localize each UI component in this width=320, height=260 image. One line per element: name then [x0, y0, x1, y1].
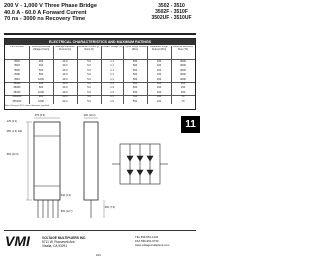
table-row-part: 3510UF [12, 99, 22, 103]
table-cell: 40.0 [62, 82, 68, 85]
table-cell: 60.0 [62, 95, 68, 99]
table-cell: 500 [132, 73, 138, 77]
svg-text:VMI: VMI [5, 233, 30, 249]
table-cell: 100 [156, 73, 162, 77]
table-cell: 1.1 [110, 60, 114, 63]
dim-lead-length: .500 (12.7) [60, 210, 73, 213]
table-cell: 1000 [38, 99, 44, 103]
table-cell: 1.3 [110, 90, 114, 94]
table-row-part: 3510F [13, 90, 21, 94]
company-address-2: Visalia, CA 93291 [42, 244, 68, 248]
table-cell: 1.1 [110, 73, 114, 77]
dim-tab: .125 (3.2) [6, 120, 18, 123]
table-cell: 1.1 [110, 64, 114, 68]
page-title [4, 3, 97, 23]
package-outline-drawing [4, 114, 182, 226]
table-cell: 5.0 [87, 64, 91, 68]
table-cell: 500 [132, 82, 138, 85]
table-cell: 5.0 [87, 60, 91, 63]
table-cell: 3000 [180, 60, 186, 63]
table-cell: 40.0 [62, 68, 68, 72]
column-header: Average Rectified Current (Io) [55, 46, 75, 51]
table-cell: 5.0 [87, 95, 91, 99]
table-cell: 600 [38, 86, 44, 90]
contact-web[interactable]: www.voltagemultipliers.com [135, 242, 170, 247]
title-line-recovery: 70 ns - 3000 ns Recovery Time [4, 16, 86, 23]
table-cell: 3000 [180, 64, 186, 68]
table-cell: 100 [156, 90, 162, 94]
contact-tel: TEL 559-651-1402 [135, 235, 159, 239]
part-number-series-fast: 3502F - 3510F [155, 9, 188, 15]
table-row-part: 3502F [13, 82, 21, 85]
column-rule [101, 46, 102, 104]
table-note: Note: Rating at 25°C unless otherwise specified [5, 105, 49, 107]
package-leads [38, 200, 58, 218]
column-rule [77, 46, 78, 104]
table-cell: 100 [156, 77, 162, 81]
table-cell: 40.0 [62, 60, 68, 63]
table-cell: 500 [132, 68, 138, 72]
part-number-block [147, 3, 196, 21]
title-line-current: 40.0 A - 60.0 A Forward Current [4, 9, 87, 16]
table-cell: 3000 [180, 68, 186, 72]
column-rule [147, 46, 148, 104]
contact-block [135, 236, 169, 247]
table-cell: 500 [132, 77, 138, 81]
header-divider [4, 33, 196, 35]
column-rule [171, 46, 172, 104]
dim-height: .900 (22.9) [6, 153, 19, 156]
table-cell: 100 [156, 64, 162, 68]
table-cell: 70 [181, 95, 185, 99]
table-cell: 100 [156, 60, 162, 63]
column-header: 1 Cycle Surge Current (Ifsm) [123, 46, 147, 51]
table-cell: 200 [38, 60, 44, 63]
table-cell: 1.5 [110, 99, 114, 103]
table-cell: 100 [156, 68, 162, 72]
table-cell: 800 [38, 73, 44, 77]
table-cell: 5.0 [87, 86, 91, 90]
dim-hole: .050 (1.3) DIA [6, 130, 23, 133]
table-cell: 100 [156, 95, 162, 99]
column-header: Working Reverse Voltage (Vrwm) [31, 46, 51, 51]
page-number: 243 [96, 253, 101, 257]
table-cell: 40.0 [62, 77, 68, 81]
table-cell: 3000 [180, 73, 186, 77]
table-row-part: 3502UF [12, 95, 22, 99]
company-name: VOLTAGE MULTIPLIERS INC. [42, 236, 87, 240]
table-cell: 500 [132, 90, 138, 94]
footer-divider [4, 230, 196, 231]
table-cell: 500 [132, 95, 138, 99]
table-cell: 150 [180, 90, 186, 94]
column-rule [53, 46, 54, 104]
table-cell: 5.0 [87, 68, 91, 72]
bridge-schematic [112, 144, 168, 184]
table-cell: 40.0 [62, 90, 68, 94]
table-row-part: 3504 [14, 64, 20, 68]
table-cell: 1.1 [110, 77, 114, 81]
table-cell: 1.3 [110, 82, 114, 85]
table-cell: 40.0 [62, 86, 68, 90]
table-cell: 100 [156, 99, 162, 103]
table-cell: 150 [180, 82, 186, 85]
column-header: Reverse Recovery Time (Trr) [173, 46, 193, 51]
table-cell: 5.0 [87, 73, 91, 77]
dim-width: .375 (9.5) [34, 114, 46, 117]
column-header: Part Number [10, 46, 24, 48]
part-number-series-std: 3502 - 3510 [158, 3, 185, 9]
dim-lead-width: .040 (1.0) [60, 194, 72, 197]
column-header: Reverse Current @ Vrwm (Ir) [78, 46, 100, 51]
dim-thickness: .400 (10.2) [83, 114, 96, 117]
table-cell: 500 [132, 99, 138, 103]
dim-lead-spacing: .300 (7.6) [104, 206, 116, 209]
table-cell: 70 [181, 99, 185, 103]
table-cell: 150 [180, 86, 186, 90]
table-cell: 500 [132, 86, 138, 90]
table-title: ELECTRICAL CHARACTERISTICS AND MAXIMUM RATINGS [5, 39, 195, 45]
column-header: Forward Voltage (Vf) [101, 46, 123, 48]
table-cell: 1.3 [110, 86, 114, 90]
title-line-voltage: 200 V - 1,000 V Three Phase Bridge [4, 3, 97, 9]
table-cell: 40.0 [62, 73, 68, 77]
package-body-front [34, 122, 60, 200]
table-cell: 5.0 [87, 99, 91, 103]
table-cell: 1.1 [110, 68, 114, 72]
table-cell: 60.0 [62, 99, 68, 103]
table-cell: 100 [156, 86, 162, 90]
table-cell: 1000 [38, 90, 44, 94]
table-cell: 500 [132, 64, 138, 68]
column-rule [29, 46, 30, 104]
table-row-part: 3510 [14, 77, 20, 81]
part-number-series-ultrafast: 3502UF - 3510UF [151, 15, 192, 21]
table-cell: 200 [38, 95, 44, 99]
column-header: Repetitive Surge Current (Ifrm) [150, 46, 168, 51]
table-row-part: 3508 [14, 73, 20, 77]
table-cell: 400 [38, 64, 44, 68]
company-block [42, 236, 86, 248]
table-cell: 5.0 [87, 77, 91, 81]
package-body-side [84, 122, 98, 200]
table-row-part: 3506 [14, 68, 20, 72]
contact-fax: FAX 559-651-0740 [135, 238, 159, 243]
table-cell: 1000 [38, 77, 44, 81]
table-cell: 600 [38, 68, 44, 72]
table-cell: 40.0 [62, 64, 68, 68]
table-cell: 5.0 [87, 90, 91, 94]
table-cell: 3000 [180, 77, 186, 81]
table-cell: 1.5 [110, 95, 114, 99]
company-address-1: 8711 W. Roosevelt Ave. [42, 240, 76, 244]
table-row-part: 3502 [14, 60, 20, 63]
table-cell: 200 [38, 82, 44, 85]
vmi-logo [4, 233, 38, 249]
column-rule [123, 46, 124, 104]
section-tab: 11 [181, 116, 200, 133]
table-cell: 100 [156, 82, 162, 85]
table-cell: 5.0 [87, 82, 91, 85]
table-row-part: 3506F [13, 86, 21, 90]
table-cell: 500 [132, 60, 138, 63]
